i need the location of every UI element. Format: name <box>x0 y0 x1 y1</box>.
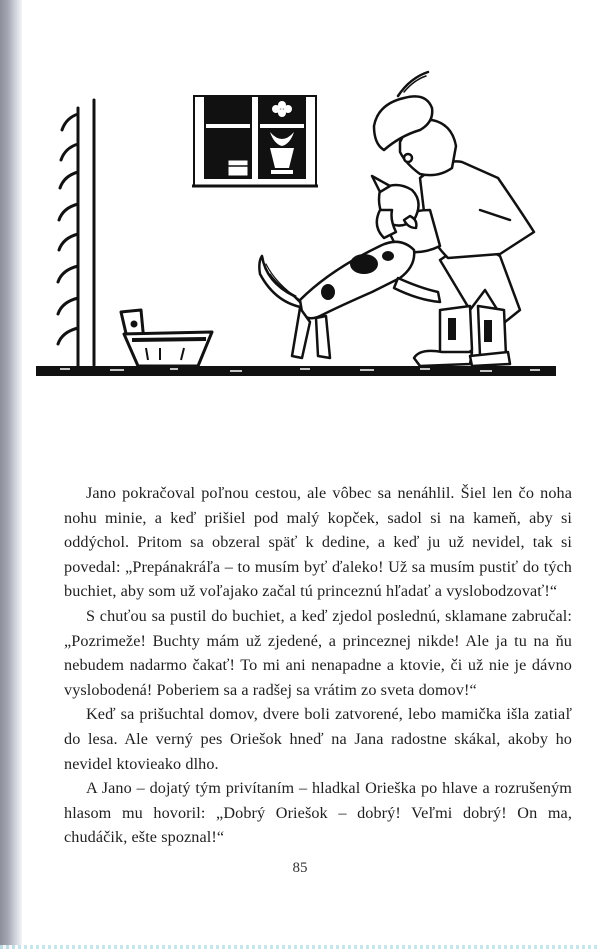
washtub-icon <box>121 310 212 366</box>
wall-icon <box>58 100 94 370</box>
spotted-dog-figure <box>259 176 440 358</box>
paragraph: Keď sa prišuchtal domov, dvere boli zatvorené, lebo mamička išla zatiaľ do lesa. Ale verný pes Oriešok hneď na Jana radostne skákal, akoby ho nevidel ktovieako dlho. <box>64 705 572 773</box>
page-bottom-edge <box>0 945 600 949</box>
paragraph: A Jano – dojatý tým privítaním – hladkal Orieška po hlave a rozrušeným hlasom mu hovoril: „Dobrý Oriešok – dobrý! Veľmi dobrý! On ma, chudáčik, ešte spoznal!“ <box>64 779 572 847</box>
floor-icon <box>36 366 556 376</box>
window-icon <box>192 96 318 186</box>
page-number: 85 <box>292 860 308 876</box>
paragraph: Jano pokračoval poľnou cestou, ale vôbec sa nenáhlil. Šiel len čo noha nohu minie, a keď prišiel pod malý kopček, sadol si na kameň, aby si oddýchol. Pritom sa obzeral späť k dedine, a keď ju už nevidel, tak si povedal: „Prepánakráľa – to musím byť ďaleko! Už sa musím pustiť do tých buchiet, aby som už voľajako začal tú princeznú hľadať a vyslobodzovať!“ <box>64 484 572 601</box>
illustration <box>0 60 600 400</box>
paragraph: S chuťou sa pustil do buchiet, a keď zjedol poslednú, sklamane zabručal: „Pozrimeže! Buchty mám už zjedené, a princeznej nikde! Ale ja tu na ňu nebudem nadarmo čakať! To mi ani nenapadne a ktovie, či už nie je dávno vyslobodená! Poberiem sa a radšej sa vrátim zo sveta domov!“ <box>64 606 572 699</box>
story-text <box>64 481 572 850</box>
